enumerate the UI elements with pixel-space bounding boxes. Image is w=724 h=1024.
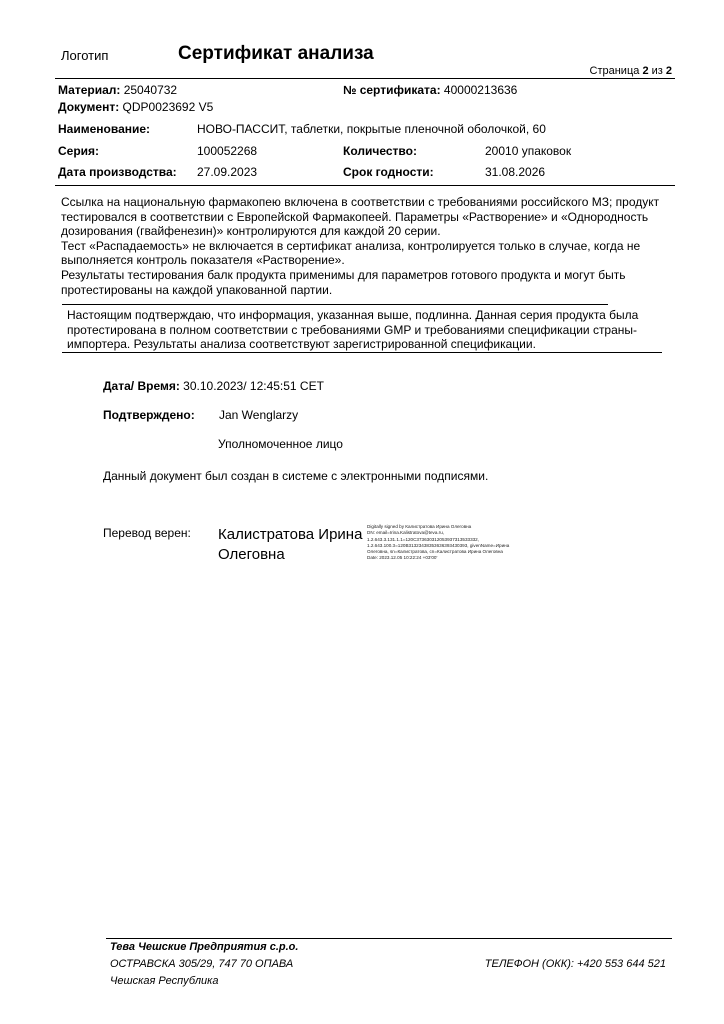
name-value: НОВО-ПАССИТ, таблетки, покрытые пленочной оболочкой, 60 bbox=[197, 122, 546, 136]
notes-divider bbox=[62, 304, 608, 305]
page-title: Сертификат анализа bbox=[178, 43, 374, 64]
authorized-role: Уполномоченное лицо bbox=[218, 437, 343, 451]
translation-label: Перевод верен: bbox=[103, 526, 191, 540]
footer-address: ОСТРАВСКА 305/29, 747 70 ОПАВА bbox=[110, 958, 294, 970]
quantity-label: Количество: bbox=[343, 144, 417, 158]
fields-divider bbox=[55, 185, 675, 186]
document-field: Документ: QDP0023692 V5 bbox=[58, 100, 214, 114]
logo-placeholder: Логотип bbox=[61, 48, 109, 63]
footer-company: Тева Чешские Предприятия с.р.о. bbox=[110, 941, 299, 953]
production-date-label: Дата производства: bbox=[58, 165, 177, 179]
expiry-value: 31.08.2026 bbox=[485, 165, 546, 179]
datetime-field: Дата/ Время: 30.10.2023/ 12:45:51 CET bbox=[103, 379, 324, 393]
footer-country: Чешская Республика bbox=[110, 975, 219, 987]
footer-phone: ТЕЛЕФОН (ОКК): +420 553 644 521 bbox=[484, 958, 666, 970]
digital-signature-details: Digitally signed by Калистратова Ирина Олеговна DN: email=Irina.Kalistratova@teva.ru, 1.2.643.3.131.1.1=120C373630312053937313533332, 1.2.643.100.3=120B31323438353636393430393, givenName=Ирина Олеговна, sn=Калистратова, cn=Калистратова Ирина Олеговна Date: 2023.12.05 10:22:24 +03'00' bbox=[367, 524, 510, 561]
page-number: Страница 2 из 2 bbox=[589, 65, 672, 77]
footer-divider bbox=[106, 938, 672, 939]
confirmed-label: Подтверждено: bbox=[103, 408, 195, 422]
notes-block: Ссылка на национальную фармакопею включена в соответствии с требованиями российского МЗ; продукт тестировался в соответствии с Европейской Фармакопеей. Параметры «Растворение» и «Однородность дозирования (гвайфенезин)» контролируются для каждой 20 серии. Тест «Распадаемость» не включается в сертификат анализа, контролируется только в случае, когда не выполняется контроль показателя «Растворение». Результаты тестирования балк продукта применимы для параметров готового продукта и могут быть протестированы на каждой упакованной партии. bbox=[61, 195, 660, 297]
quantity-value: 20010 упаковок bbox=[485, 144, 572, 158]
confirmation-divider bbox=[62, 352, 662, 353]
expiry-label: Срок годности: bbox=[343, 165, 434, 179]
header-divider bbox=[55, 78, 675, 79]
translator-name: Калистратова Ирина Олеговна bbox=[218, 526, 363, 563]
material-field: Материал: 25040732 bbox=[58, 83, 178, 97]
confirmation-block: Настоящим подтверждаю, что информация, указанная выше, подлинна. Данная серия продукта была протестирована в полном соответствии с требованиями GMP и требованиями спецификации страны- импортера. Результаты анализа соответствуют зарегистрированной спецификации. bbox=[67, 308, 639, 352]
electronic-signature-note: Данный документ был создан в системе с электронными подписями. bbox=[103, 469, 489, 483]
series-value: 100052268 bbox=[197, 144, 258, 158]
certificate-number-field: № сертификата: 40000213636 bbox=[343, 83, 518, 97]
name-label: Наименование: bbox=[58, 122, 151, 136]
confirmed-name: Jan Wenglarzy bbox=[219, 408, 299, 422]
series-label: Серия: bbox=[58, 144, 100, 158]
production-date-value: 27.09.2023 bbox=[197, 165, 258, 179]
